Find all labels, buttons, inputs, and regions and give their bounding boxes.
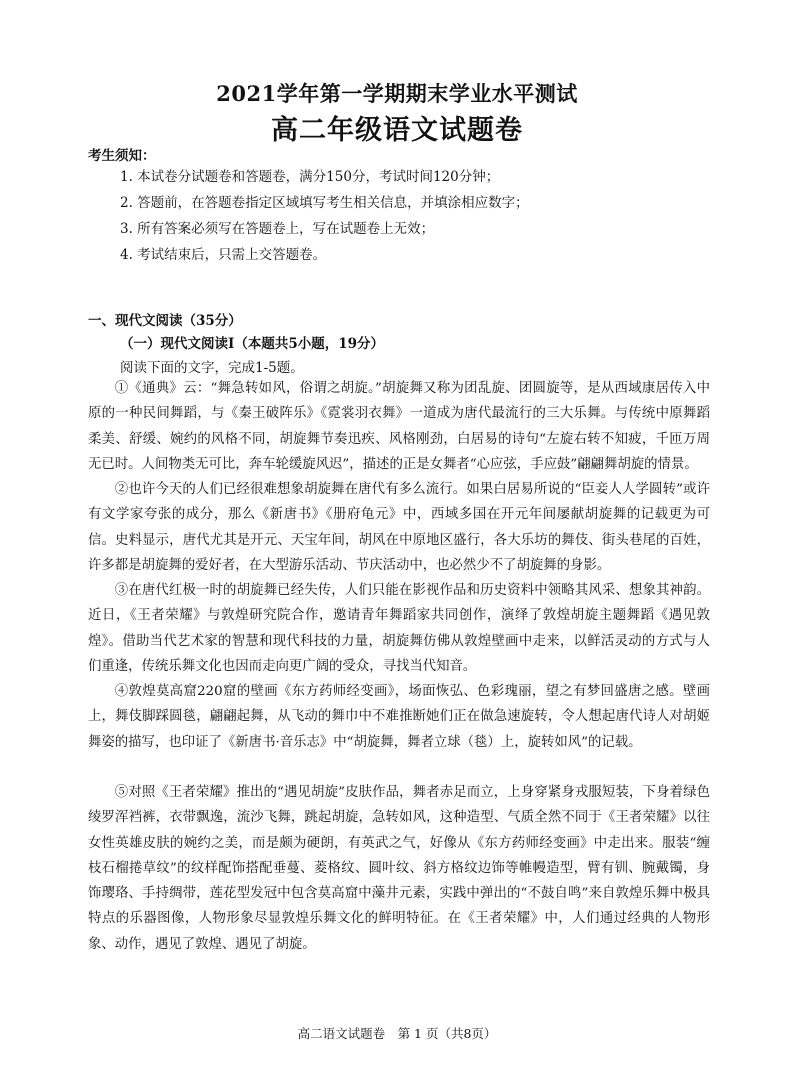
passage-paragraph-1 [88,376,710,477]
notice-heading: 考生须知： [88,148,156,164]
notice-item-3: 3. 所有答案必须写在答题卷上，写在试题卷上无效； [120,221,435,237]
passage-paragraph-5 [88,780,710,957]
reading-instruction: 阅读下面的文字，完成1-5题。 [120,360,304,376]
paragraph-text: ⑤对照《王者荣耀》推出的“遇见胡旋”皮肤作品，舞者赤足而立，上身穿紧身戎服短装，下身着绿色绫罗浑裆裤，衣带飘逸，流沙飞舞，跳起胡旋，急转如风，这种造型、气质全然不同于《王者荣耀》以往女性英雄皮肤的婉约之美，而是颇为硬朗，有英武之气，好像从《东方药师经变画》中走出来。服装“缠枝石榴捲草纹”的纹样配饰搭配垂蔓、菱格纹、圆叶纹、斜方格纹边饰等帷幔造型，臂有钏、腕戴镯，身饰璎珞、手持绸带，莲花型发冠中包含莫高窟中藻井元素，实践中弹出的“不鼓自鸣”来自敦煌乐舞中极具特点的乐器图像，人物形象尽显敦煌乐舞文化的鲜明特征。在《王者荣耀》中，人们通过经典的人物形象、动作，遇见了敦煌、遇见了胡旋。 [88,785,710,952]
notice-item-2: 2. 答题前，在答题卷指定区域填写考生相关信息，并填涂相应数字； [120,195,529,211]
paragraph-text: ③在唐代红极一时的胡旋舞已经失传，人们只能在影视作品和历史资料中领略其风采、想象其神韵。近日，《王者荣耀》与敦煌研究院合作，邀请青年舞蹈家共同创作，演绎了敦煌胡旋主题舞蹈《遇见敦煌》。借助当代艺术家的智慧和现代科技的力量，胡旋舞仿佛从敦煌壁画中走来，以鲜活灵动的方式与人们重逢，传统乐舞文化也因而走向更广阔的受众，寻找当代知音。 [88,583,710,674]
passage-paragraph-4 [88,679,710,755]
exam-subtitle: 高二年级语文试题卷 [271,115,523,146]
paragraph-text: ④敦煌莫高窟220窟的壁画《东方药师经变画》，场面恢弘、色彩瑰丽，望之有梦回盛唐之感。壁画上，舞伎脚踩圆毯，翩翩起舞，从飞动的舞巾中不难推断她们正在做急速旋转，令人想起唐代诗人对胡姬舞姿的描写，也印证了《新唐书·音乐志》中“胡旋舞，舞者立球（毯）上，旋转如风”的记载。 [88,684,710,750]
paragraph-text: ①《通典》云：“舞急转如风，俗谓之胡旋。”胡旋舞又称为团乱旋、团圆旋等，是从西域康居传入中原的一种民间舞蹈，与《秦王破阵乐》《霓裳羽衣舞》一道成为唐代最流行的三大乐舞。与传统中原舞蹈柔美、舒缓、婉约的风格不同，胡旋舞节奏迅疾、风格刚劲，白居易的诗句“左旋右转不知疲，千匝万周无已时。人间物类无可比，奔车轮缓旋风迟”，描述的正是女舞者“心应弦，手应鼓”翩翩舞胡旋的情景。 [88,381,710,472]
exam-title: 2021学年第一学期期末学业水平测试 [216,81,578,106]
notice-list [120,164,740,268]
subsection-heading: （一）现代文阅读Ⅰ（本题共5小题，19分） [120,336,384,352]
notice-item-4: 4. 考试结束后，只需上交答题卷。 [120,247,327,263]
paragraph-text: ②也许今天的人们已经很难想象胡旋舞在唐代有多么流行。如果白居易所说的“臣妾人人学圆转”或许有文学家夸张的成分，那么《新唐书》《册府龟元》中，西域多国在开元年间屡献胡旋舞的记载更为可信。史料显示，唐代尤其是开元、天宝年间，胡风在中原地区盛行，各大乐坊的舞伎、街头巷尾的百姓，许多都是胡旋舞的爱好者，在大型游乐活动、节庆活动中，也必然少不了胡旋舞的身影。 [88,482,710,573]
passage-paragraph-3 [88,578,710,679]
page-footer: 高二语文试题卷 第 1 页（共8页） [297,1026,497,1041]
passage-paragraph-2 [88,477,710,578]
section-heading: 一、现代文阅读（35分） [88,313,242,329]
notice-item-1: 1. 本试卷分试题卷和答题卷，满分150分，考试时间120分钟； [120,169,500,185]
